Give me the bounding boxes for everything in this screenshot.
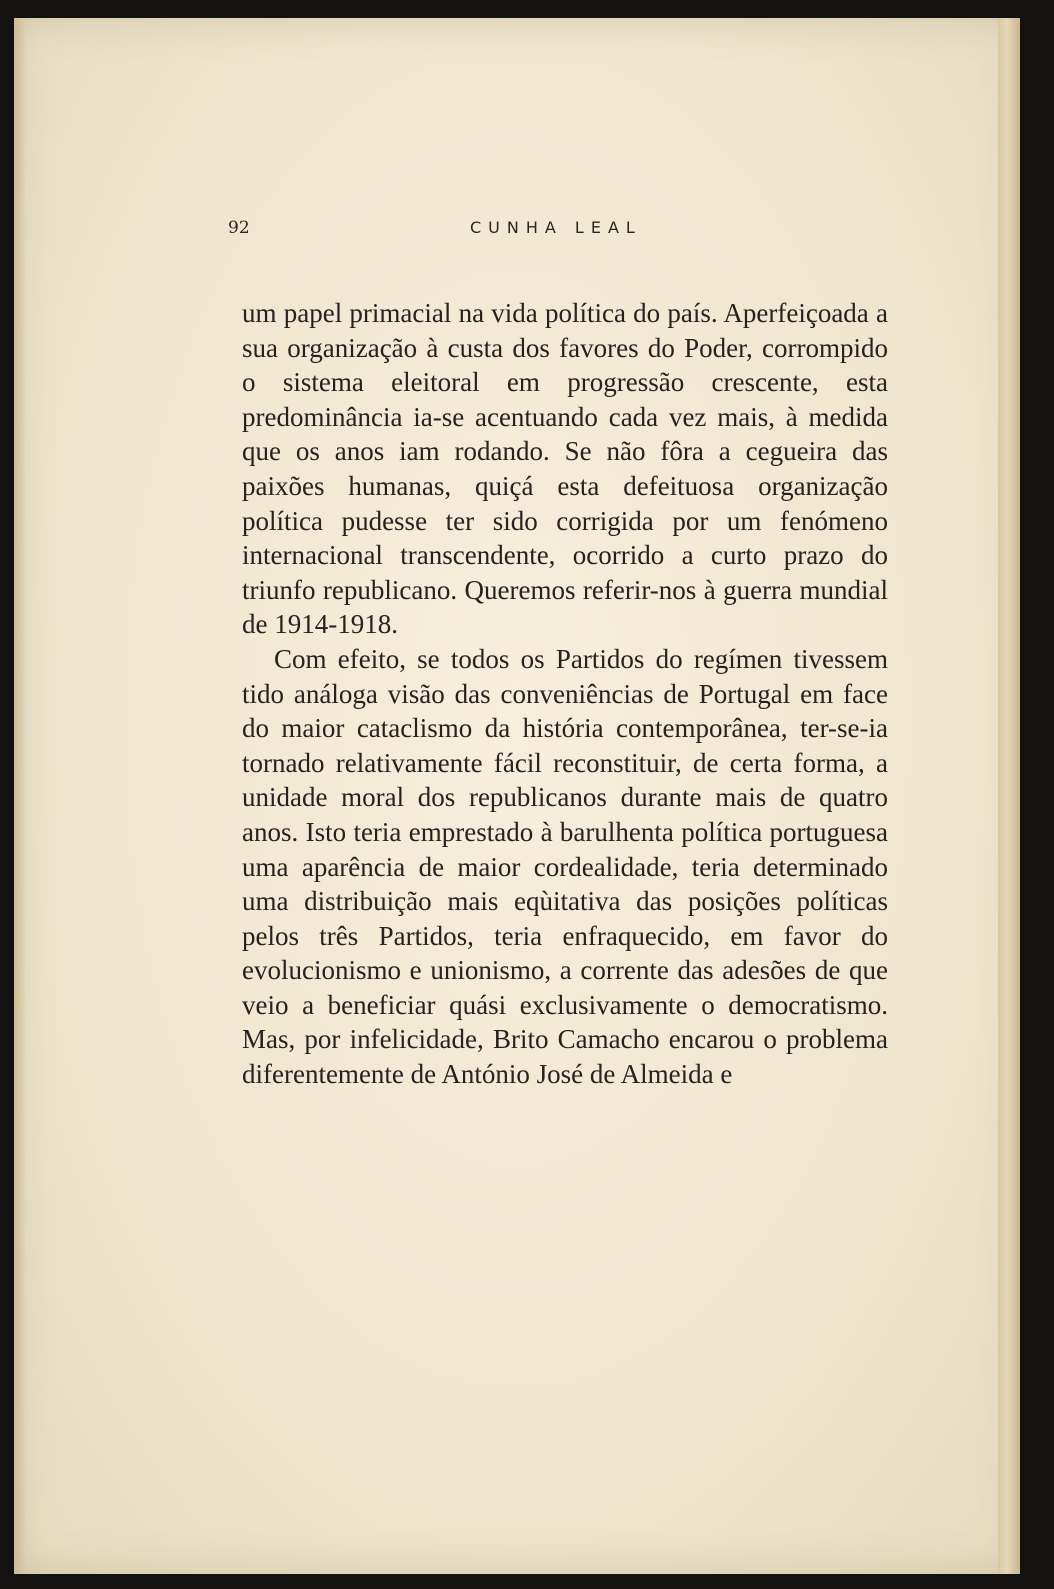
page-left-edge [14, 18, 26, 1574]
paragraph: um papel primacial na vida política do país. Aperfeiçoada a sua organização à custa dos favores do Poder, corrompido o sistema eleitoral em progressão crescente, esta predominância ia-se acentuando cada vez mais, à medida que os anos iam rodando. Se não fôra a cegueira das paixões humanas, quiçá esta defeituosa organização política pudesse ter sido corrigida por um fenómeno internacional transcendente, ocorrido a curto prazo do triunfo republicano. Queremos referir-nos à guerra mundial de 1914-1918. [242, 298, 888, 640]
paragraph: Com efeito, se todos os Partidos do regímen tivessem tido análoga visão das conveniências de Portugal em face do maior cataclismo da história contemporânea, ter-se-ia tornado relativamente fácil reconstituir, de certa forma, a unidade moral dos republicanos durante mais de quatro anos. Isto teria emprestado à barulhenta política portuguesa uma aparência de maior cordealidade, teria determinado uma distribuição mais eqùitativa das posições políticas pelos três Partidos, teria enfraquecido, em favor do evolucionismo e unionismo, a corrente das adesões de que veio a beneficiar quási exclusivamente o democratismo. Mas, por infelicidade, Brito Camacho encarou o problema diferentemente de António José de Almeida e [242, 643, 888, 1090]
book-title: CUNHA LEAL [470, 218, 642, 237]
body-text [242, 296, 888, 1092]
running-head [228, 218, 888, 248]
book-page [14, 18, 1020, 1574]
page-number: 92 [228, 218, 250, 238]
page-right-edge [998, 18, 1020, 1574]
